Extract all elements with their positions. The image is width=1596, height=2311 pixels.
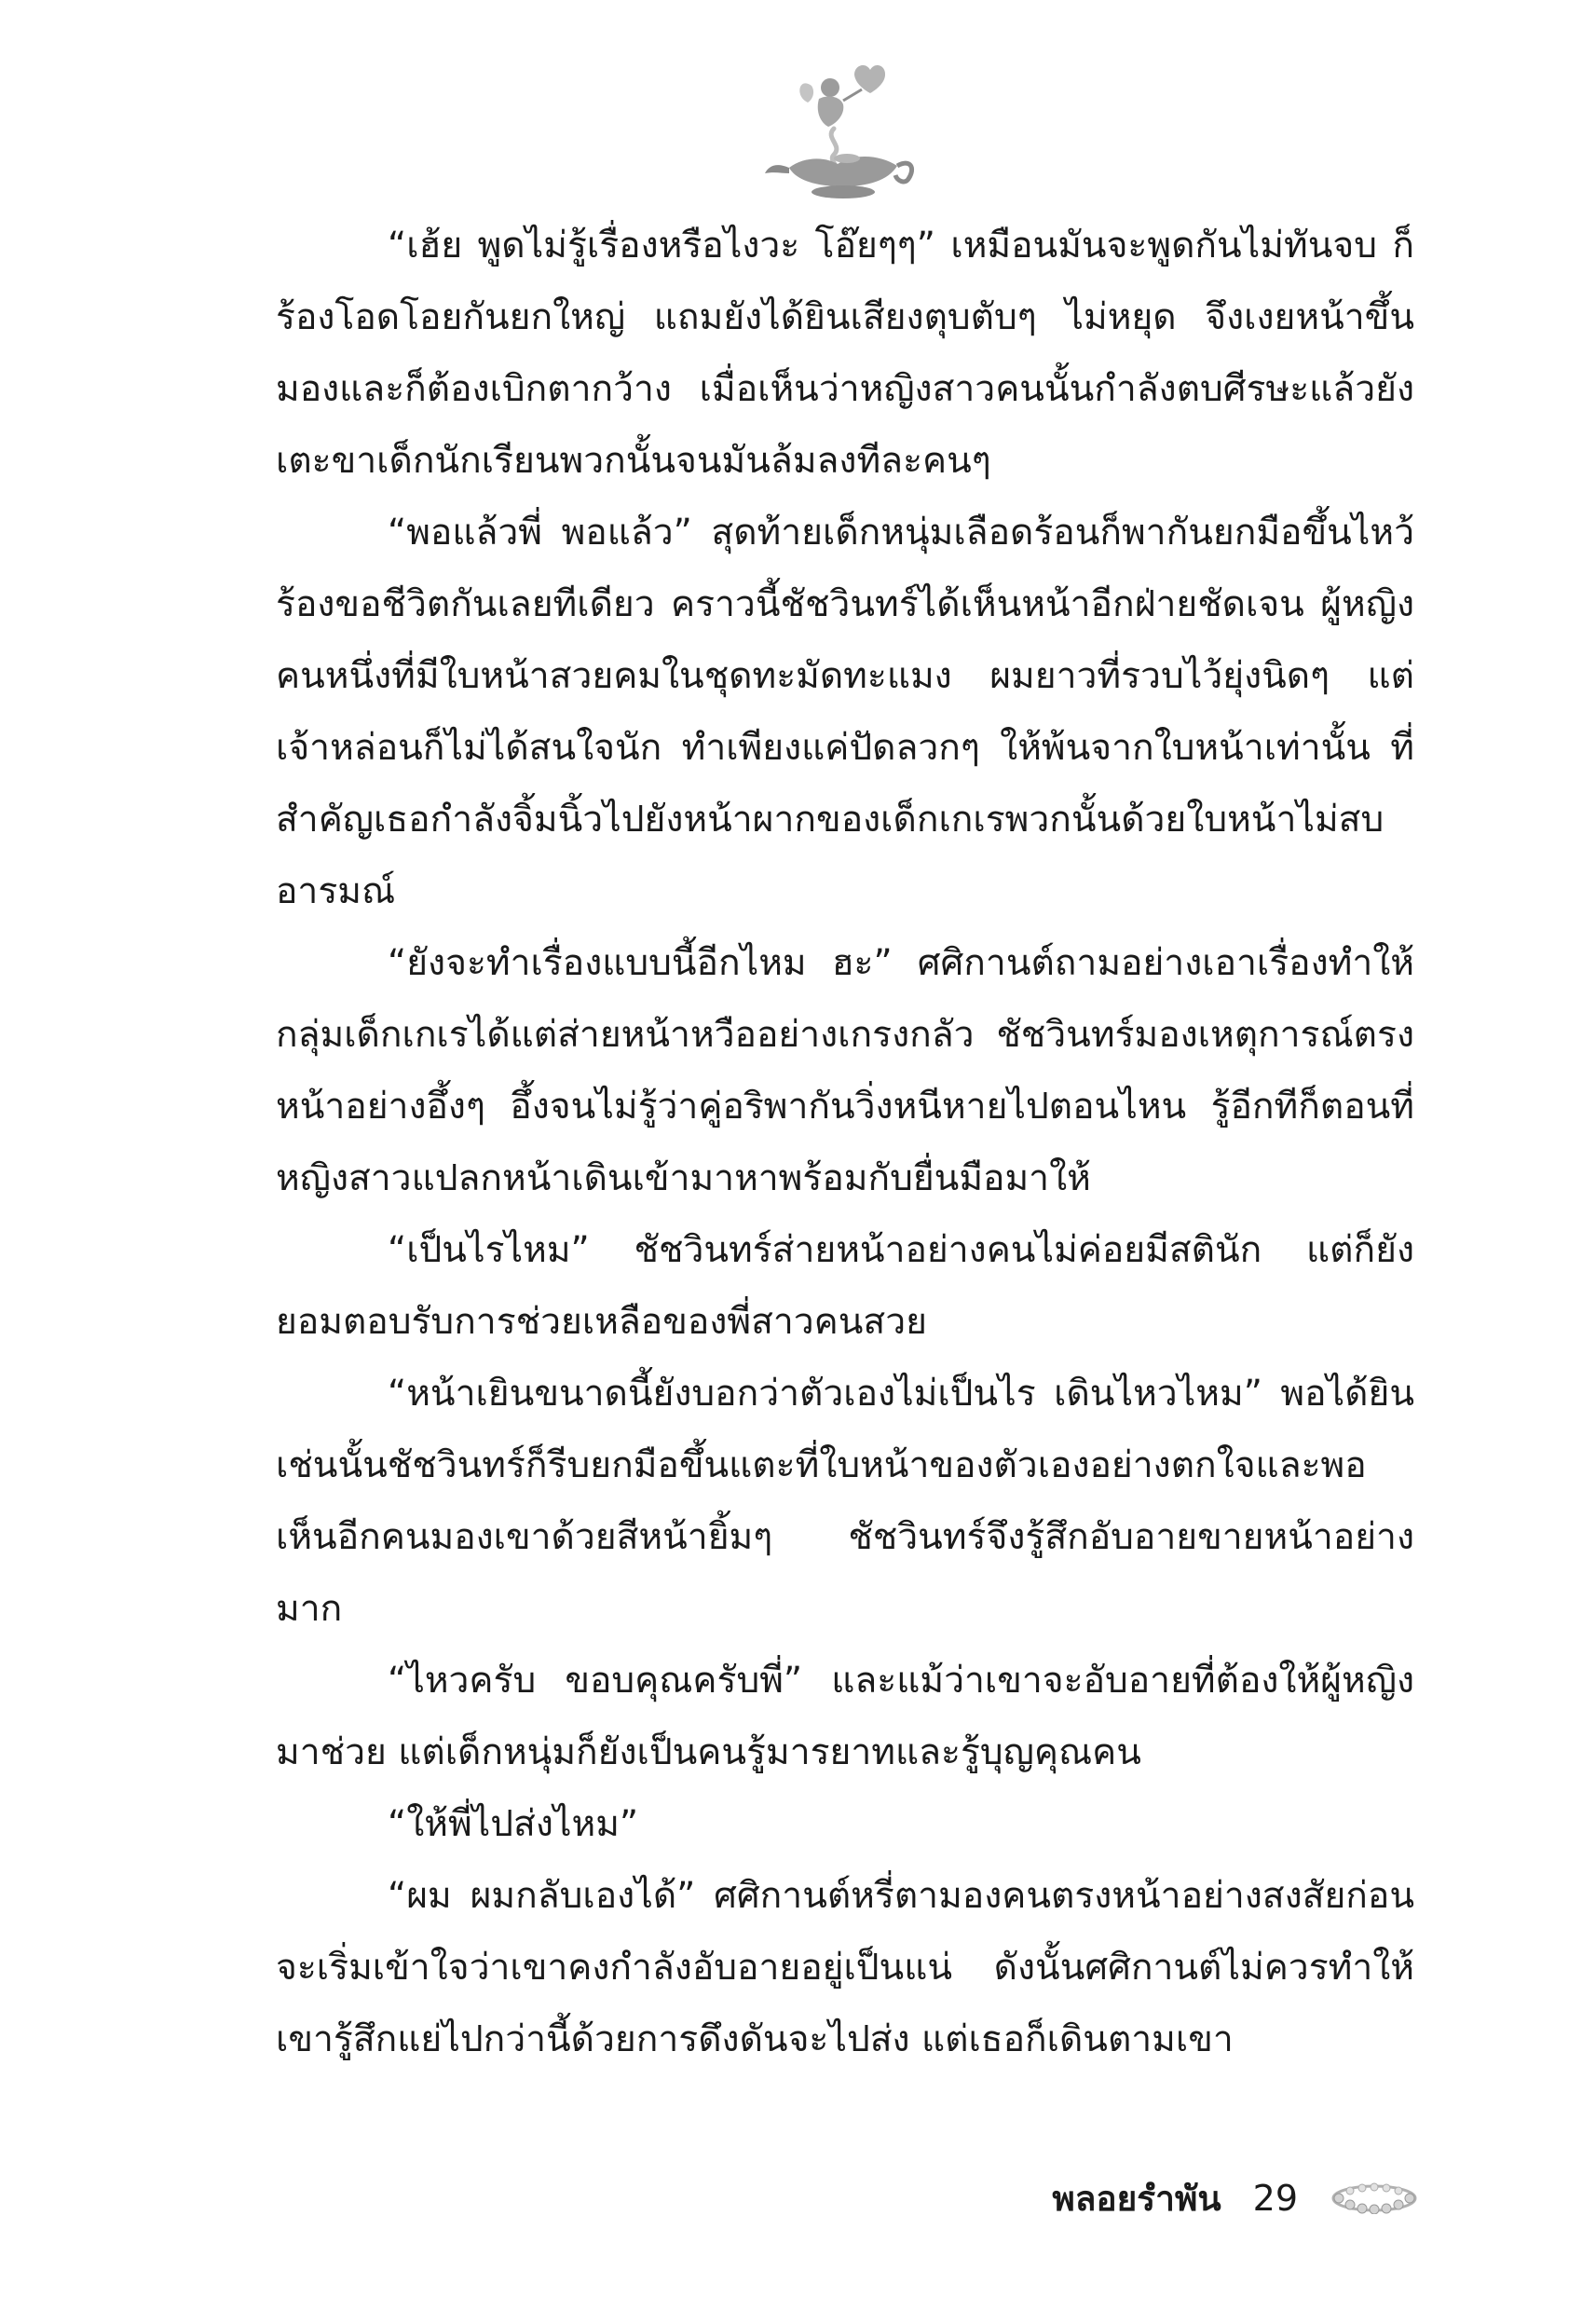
paragraph-6: “ไหวครับ ขอบคุณครับพี่” และแม้ว่าเขาจะอับอายที่ต้องให้ผู้หญิงมาช่วย แต่เด็กหนุ่มก็ยังเป็นคนรู้มารยาทและรู้บุญคุณคน xyxy=(276,1660,1414,1773)
page-number: 29 xyxy=(1252,2178,1298,2219)
paragraph-4: “เป็นไรไหม” ชัชวินทร์ส่ายหน้าอย่างคนไม่ค่อยมีสตินัก แต่ก็ยังยอมตอบรับการช่วยเหลือของพี่สาวคนสวย xyxy=(276,1229,1414,1343)
paragraph-8: “ผม ผมกลับเองได้” ศศิกานต์หรี่ตามองคนตรงหน้าอย่างสงสัยก่อนจะเริ่มเข้าใจว่าเขาคงกำลังอับอายอยู่เป็นแน่ ดังนั้นศศิกานต์ไม่ควรทำให้เขารู้สึกแย่ไปกว่านี้ด้วยการดึงดันจะไปส่ง แต่เธอก็เดินตามเขา xyxy=(276,1875,1414,2060)
bead-bracelet-icon xyxy=(1330,2182,1419,2214)
paragraph-2: “พอแล้วพี่ พอแล้ว” สุดท้ายเด็กหนุ่มเลือดร้อนก็พากันยกมือขึ้นไหว้ร้องขอชีวิตกันเลยทีเดียว คราวนี้ชัชวินทร์ได้เห็นหน้าอีกฝ่ายชัดเจน ผู้หญิงคนหนึ่งที่มีใบหน้าสวยคมในชุดทะมัดทะแมง ผมยาวที่รวบไว้ยุ่งนิดๆ แต่เจ้าหล่อนก็ไม่ได้สนใจนัก ทำเพียงแค่ปัดลวกๆ ให้พ้นจากใบหน้าเท่านั้น ที่สำคัญเธอกำลังจิ้มนิ้วไปยังหน้าผากของเด็กเกเรพวกนั้นด้วยใบหน้าไม่สบอารมณ์ xyxy=(276,512,1414,912)
book-title: พลอยรำพัน xyxy=(1052,2178,1221,2219)
paragraph-3: “ยังจะทำเรื่องแบบนี้อีกไหม ฮะ” ศศิกานต์ถามอย่างเอาเรื่องทำให้กลุ่มเด็กเกเรได้แต่ส่ายหน้าหวืออย่างเกรงกลัว ชัชวินทร์มองเหตุการณ์ตรงหน้าอย่างอึ้งๆ อึ้งจนไม่รู้ว่าคู่อริพากันวิ่งหนีหายไปตอนไหน รู้อีกทีก็ตอนที่หญิงสาวแปลกหน้าเดินเข้ามาหาพร้อมกับยื่นมือมาให้ xyxy=(276,942,1414,1199)
paragraph-5: “หน้าเยินขนาดนี้ยังบอกว่าตัวเองไม่เป็นไร เดินไหวไหม” พอได้ยินเช่นนั้นชัชวินทร์ก็รีบยกมือขึ้นแตะที่ใบหน้าของตัวเองอย่างตกใจและพอเห็นอีกคนมองเขาด้วยสีหน้ายิ้มๆ ชัชวินทร์จึงรู้สึกอับอายขายหน้าอย่างมาก xyxy=(276,1373,1414,1630)
paragraph-1: “เฮ้ย พูดไม่รู้เรื่องหรือไงวะ โอ๊ยๆๆ” เหมือนมันจะพูดกันไม่ทันจบ ก็ร้องโอดโอยกันยกใหญ่ แถมยังได้ยินเสียงตุบตับๆ ไม่หยุด จึงเงยหน้าขึ้นมองและก็ต้องเบิกตากว้าง เมื่อเห็นว่าหญิงสาวคนนั้นกำลังตบศีรษะแล้วยังเตะขาเด็กนักเรียนพวกนั้นจนมันล้มลงทีละคนๆ xyxy=(276,225,1414,482)
page-footer xyxy=(1052,2166,1419,2231)
body-text xyxy=(276,210,1414,2075)
cupid-genie-lamp-icon xyxy=(757,48,916,207)
paragraph-7: “ให้พี่ไปส่งไหม” xyxy=(388,1803,639,1845)
